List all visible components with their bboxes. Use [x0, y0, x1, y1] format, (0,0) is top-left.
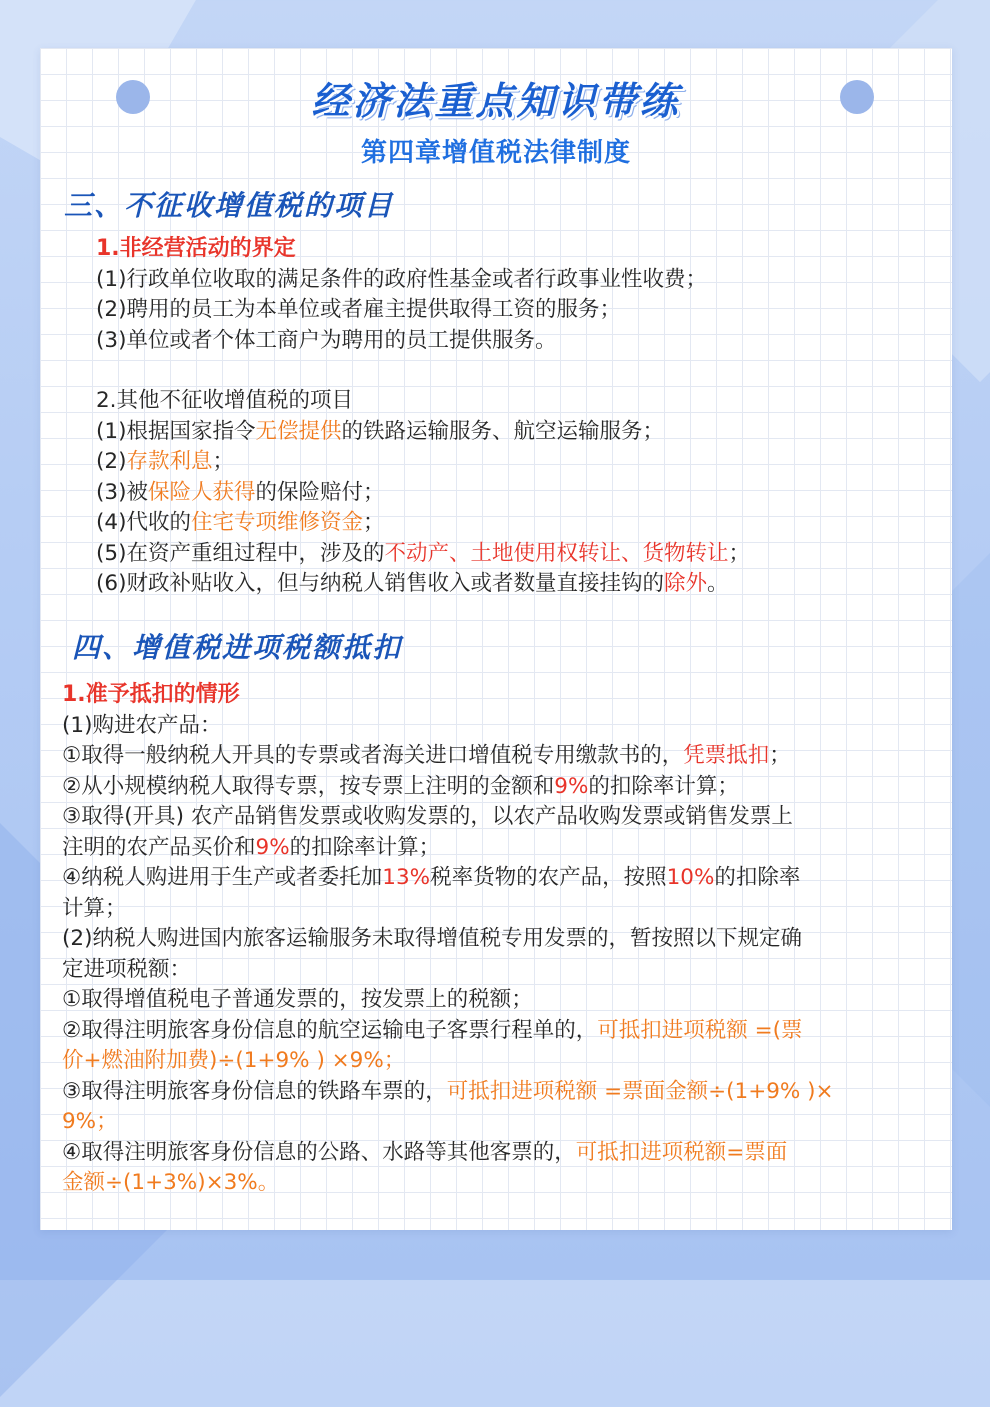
text: (5)在资产重组过程中，涉及的	[96, 540, 385, 566]
text: 税率货物的农产品，按照	[430, 865, 667, 890]
s4-line-3	[62, 772, 834, 803]
highlight-text: 9%	[255, 834, 290, 860]
highlight-text: 13%	[382, 865, 431, 890]
part-1-item-1: (1)行政单位收取的满足条件的政府性基金或者行政事业性收费；	[96, 266, 707, 292]
text: ①取得一般纳税人开具的专票或者海关进口增值税专用缴款书的，	[62, 743, 684, 768]
s4-line-13	[62, 1077, 834, 1108]
s4-line-7: 计算；	[62, 895, 127, 921]
s4-line-2	[62, 741, 834, 772]
highlight-text: 可抵扣进项税额=票面	[575, 1139, 788, 1165]
text: (6)财政补贴收入，但与纳税人销售收入或者数量直接挂钩的	[96, 571, 664, 596]
part-2-item-1	[96, 417, 750, 448]
text: ；	[769, 743, 791, 768]
text: 的扣除率计算；	[289, 834, 441, 860]
s4-line-12: 价+燃油附加费)÷(1+9% ) ×9%；	[62, 1048, 406, 1073]
s4-line-16: 金额÷(1+3%)×3%。	[62, 1170, 280, 1195]
text: (4)代收的	[96, 510, 191, 535]
highlight-text: 9%	[554, 773, 589, 799]
highlight-text: 可抵扣进项税额 =(票	[597, 1017, 803, 1043]
text: ③取得注明旅客身份信息的铁路车票的，	[62, 1078, 447, 1104]
text: ②从小规模纳税人取得专票，按专票上注明的金额和	[62, 773, 555, 799]
text: 的扣除率	[714, 865, 801, 890]
section-3-title: 三、不征收增值税的项目	[64, 189, 395, 222]
section-4-title: 四、增值税进项税额抵扣	[72, 631, 403, 664]
part-2-item-4	[96, 508, 750, 539]
part-1-item-3: (3)单位或者个体工商户为聘用的员工提供服务。	[96, 327, 557, 353]
text: 的铁路运输服务、航空运输服务；	[341, 418, 664, 444]
text: ；	[728, 540, 750, 566]
text: 注明的农产品买价和	[62, 834, 256, 860]
s4-line-8: (2)纳税人购进国内旅客运输服务未取得增值税专用发票的，暂按照以下规定确	[62, 926, 802, 951]
part-2-item-3	[96, 478, 750, 509]
s4-line-4: ③取得(开具) 农产品销售发票或收购发票的，以农产品收购发票或销售发票上	[62, 804, 793, 829]
highlight-text: 存款利息	[126, 449, 213, 474]
s4-line-9: 定进项税额：	[62, 956, 192, 982]
highlight-text: 无偿提供	[255, 418, 342, 444]
s4-line-15	[62, 1138, 834, 1169]
highlight-text: 可抵扣进项税额 =票面金额÷(1+9% )×	[446, 1078, 834, 1104]
highlight-text: 凭票抵扣	[683, 743, 770, 768]
page-subtitle: 第四章增值税法律制度	[360, 138, 631, 168]
highlight-text: 住宅专项维修资金	[190, 510, 363, 535]
text: ；	[362, 510, 385, 535]
part-2-item-5	[96, 539, 750, 570]
text: ④纳税人购进用于生产或者委托加	[62, 865, 383, 890]
s4-line-14: 9%；	[62, 1109, 118, 1134]
text: (3)被	[96, 479, 148, 505]
part-1-item-2: (2)聘用的员工为本单位或者雇主提供取得工资的服务；	[96, 297, 621, 322]
highlight-text: 除外	[663, 571, 707, 596]
text: 。	[706, 571, 729, 596]
section-4-heading: 1.准予抵扣的情形	[62, 682, 240, 707]
section-3-part-1	[96, 234, 750, 600]
text: 的保险赔付；	[255, 479, 385, 505]
highlight-text: 不动产、土地使用权转让、货物转让	[384, 540, 729, 566]
text: (1)根据国家指令	[96, 418, 256, 444]
part-2-item-6	[96, 569, 750, 600]
s4-line-10: ①取得增值税电子普通发票的，按发票上的税额；	[62, 987, 533, 1012]
page-title: 经济法重点知识带练	[311, 79, 681, 123]
highlight-text: 保险人获得	[147, 479, 256, 505]
s4-line-5	[62, 833, 834, 864]
text: (2)	[96, 449, 127, 474]
s4-line-1: (1)购进农产品：	[62, 712, 222, 738]
part-2-item-2	[96, 447, 750, 478]
part-1-heading: 1.非经营活动的界定	[96, 236, 296, 261]
s4-line-6	[62, 863, 834, 894]
text: ④取得注明旅客身份信息的公路、水路等其他客票的，	[62, 1139, 576, 1165]
s4-line-11	[62, 1016, 834, 1047]
part-2-heading: 2.其他不征收增值税的项目	[96, 388, 354, 413]
highlight-text: 10%	[666, 865, 715, 890]
section-4-body	[62, 680, 834, 1199]
text: ②取得注明旅客身份信息的航空运输电子客票行程单的，	[62, 1017, 598, 1043]
grid-paper-card	[40, 48, 952, 1230]
text: ；	[212, 449, 234, 474]
text: 的扣除率计算；	[588, 773, 739, 799]
